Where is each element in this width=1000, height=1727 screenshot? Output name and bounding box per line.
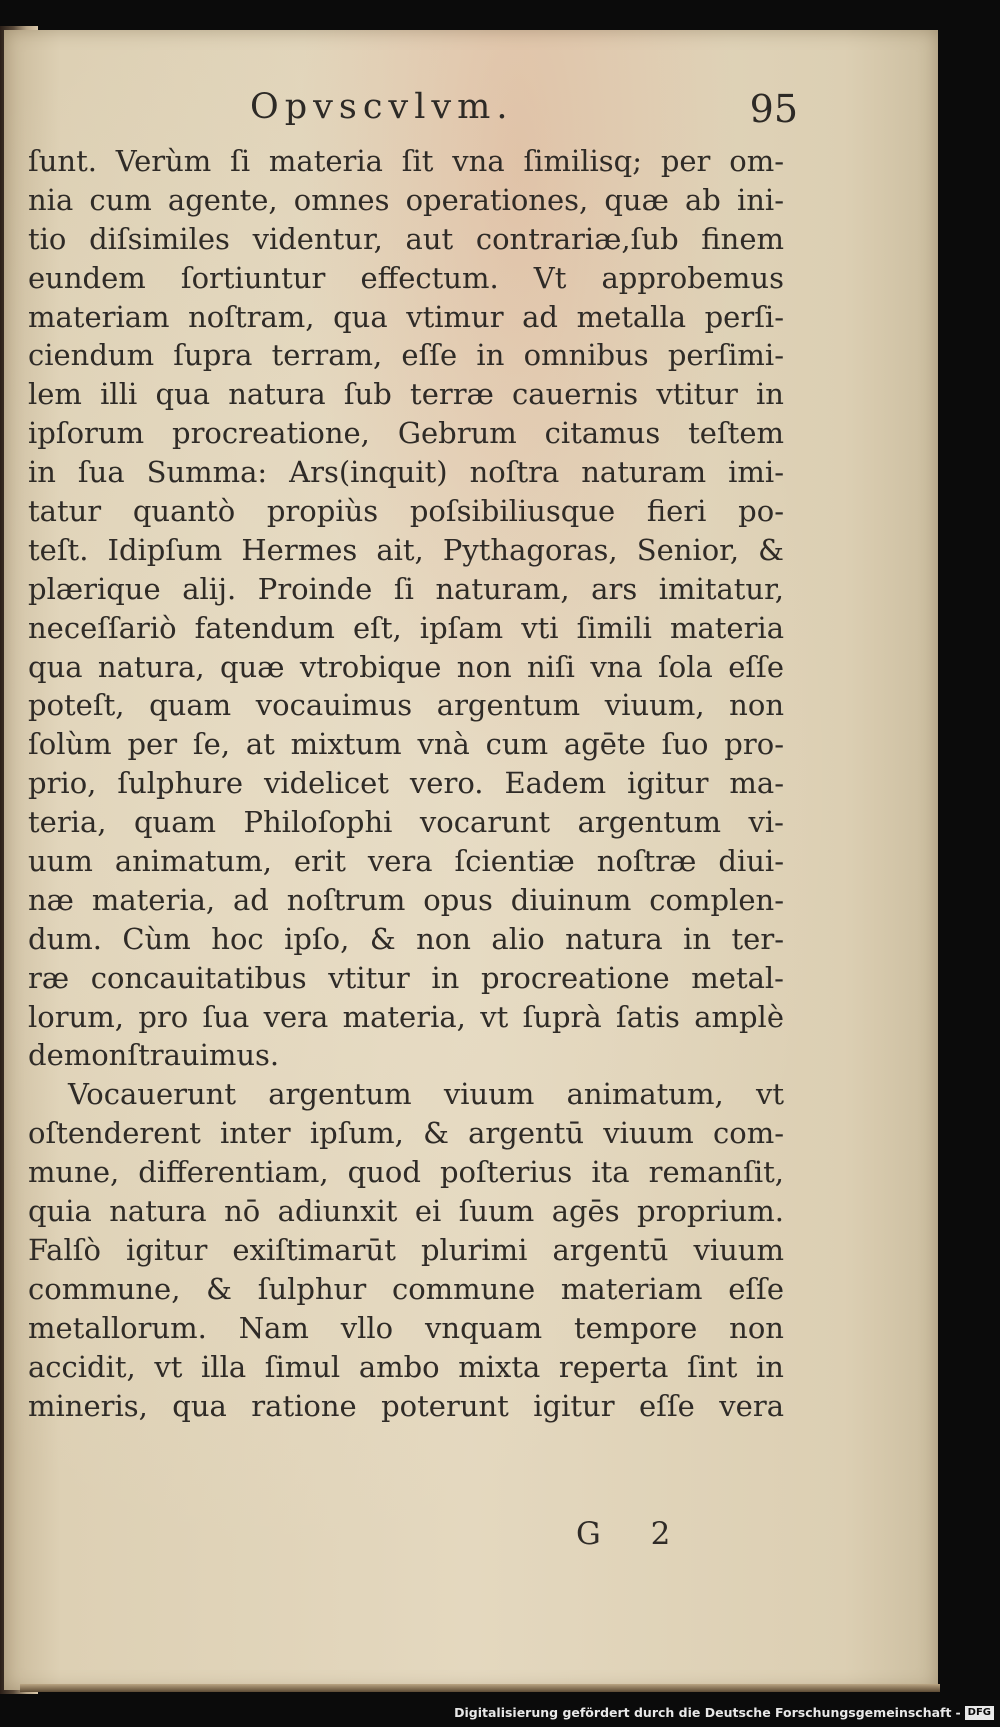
body-text xyxy=(28,142,784,1425)
text-line: in ſua Summa: Ars(inquit) noſtra naturam imi- xyxy=(28,455,784,490)
text-line: mineris, qua ratione poterunt igitur eſſe vera xyxy=(28,1388,784,1423)
text-line: poteſt, quam vocauimus argentum viuum, non xyxy=(28,688,784,723)
text-line: nia cum agente, omnes operationes, quæ ab ini- xyxy=(28,182,784,217)
text-line: tio diſsimiles videntur, aut contrariæ,ſub finem xyxy=(28,221,784,256)
text-line: teſt. Idipſum Hermes ait, Pythagoras, Senior, & xyxy=(28,532,784,567)
text-line: Vocauerunt argentum viuum animatum, vt xyxy=(68,1077,784,1112)
text-line: ipſorum procreatione, Gebrum citamus teſtem xyxy=(28,416,784,451)
running-head: Opvscvlvm. xyxy=(250,87,514,127)
text-line: mune, differentiam, quod poſterius ita remanſit, xyxy=(28,1155,784,1190)
dfg-logo-icon: DFG xyxy=(965,1706,994,1720)
text-line: ræ concauitatibus vtitur in procreatione metal- xyxy=(28,960,784,995)
text-line: commune, & ſulphur commune materiam eſſe xyxy=(28,1271,784,1306)
credit-separator: - xyxy=(955,1705,961,1720)
text-line: teria, quam Philoſophi vocarunt argentum vi- xyxy=(28,805,784,840)
text-line: næ materia, ad noſtrum opus diuinum complen- xyxy=(28,882,784,917)
text-line: lem illi qua natura ſub terræ cauernis vtitur in xyxy=(28,377,784,412)
text-line: ciendum ſupra terram, eſſe in omnibus perſimi- xyxy=(28,338,784,373)
text-line: accidit, vt illa ſimul ambo mixta reperta ſint in xyxy=(28,1349,784,1384)
digitization-credit xyxy=(454,1704,994,1722)
text-line: oſtenderent inter ipſum, & argentū viuum com- xyxy=(28,1116,784,1151)
text-line: materiam noſtram, qua vtimur ad metalla perſi- xyxy=(28,299,784,334)
page-bottom-edge xyxy=(20,1684,940,1692)
text-line: plærique alij. Proinde ſi naturam, ars imitatur, xyxy=(28,571,784,606)
text-line: tatur quantò propiùs poſsibiliusque fieri po- xyxy=(28,494,784,529)
text-line: eundem ſortiuntur effectum. Vt approbemus xyxy=(28,260,784,295)
text-line: ſunt. Verùm ſi materia ſit vna ſimilisq; per om- xyxy=(28,144,784,178)
text-line: metallorum. Nam vllo vnquam tempore non xyxy=(28,1310,784,1345)
text-line: quia natura nō adiunxit ei ſuum agēs proprium. xyxy=(28,1194,784,1229)
text-line: prio, ſulphure videlicet vero. Eadem igitur ma- xyxy=(28,766,784,801)
text-line: neceſſariò fatendum eſt, ipſam vti ſimili materia xyxy=(28,610,784,645)
text-line: uum animatum, erit vera ſcientiæ noſtræ diui- xyxy=(28,844,784,879)
signature-mark: G 2 xyxy=(576,1516,691,1552)
text-line: Falſò igitur exiſtimarūt plurimi argentū viuum xyxy=(28,1232,784,1267)
text-line: demonſtrauimus. xyxy=(28,1038,280,1073)
page-number: 95 xyxy=(749,87,798,131)
text-line: qua natura, quæ vtrobique non niſi vna ſola eſſe xyxy=(28,649,784,684)
credit-text: Digitalisierung gefördert durch die Deutsche Forschungsgemeinschaft xyxy=(454,1705,952,1720)
text-line: ſolùm per ſe, at mixtum vnà cum agēte ſuo pro- xyxy=(28,727,784,762)
text-line: dum. Cùm hoc ipſo, & non alio natura in ter- xyxy=(28,921,784,956)
text-line: lorum, pro ſua vera materia, vt ſuprà ſatis amplè xyxy=(28,999,784,1034)
